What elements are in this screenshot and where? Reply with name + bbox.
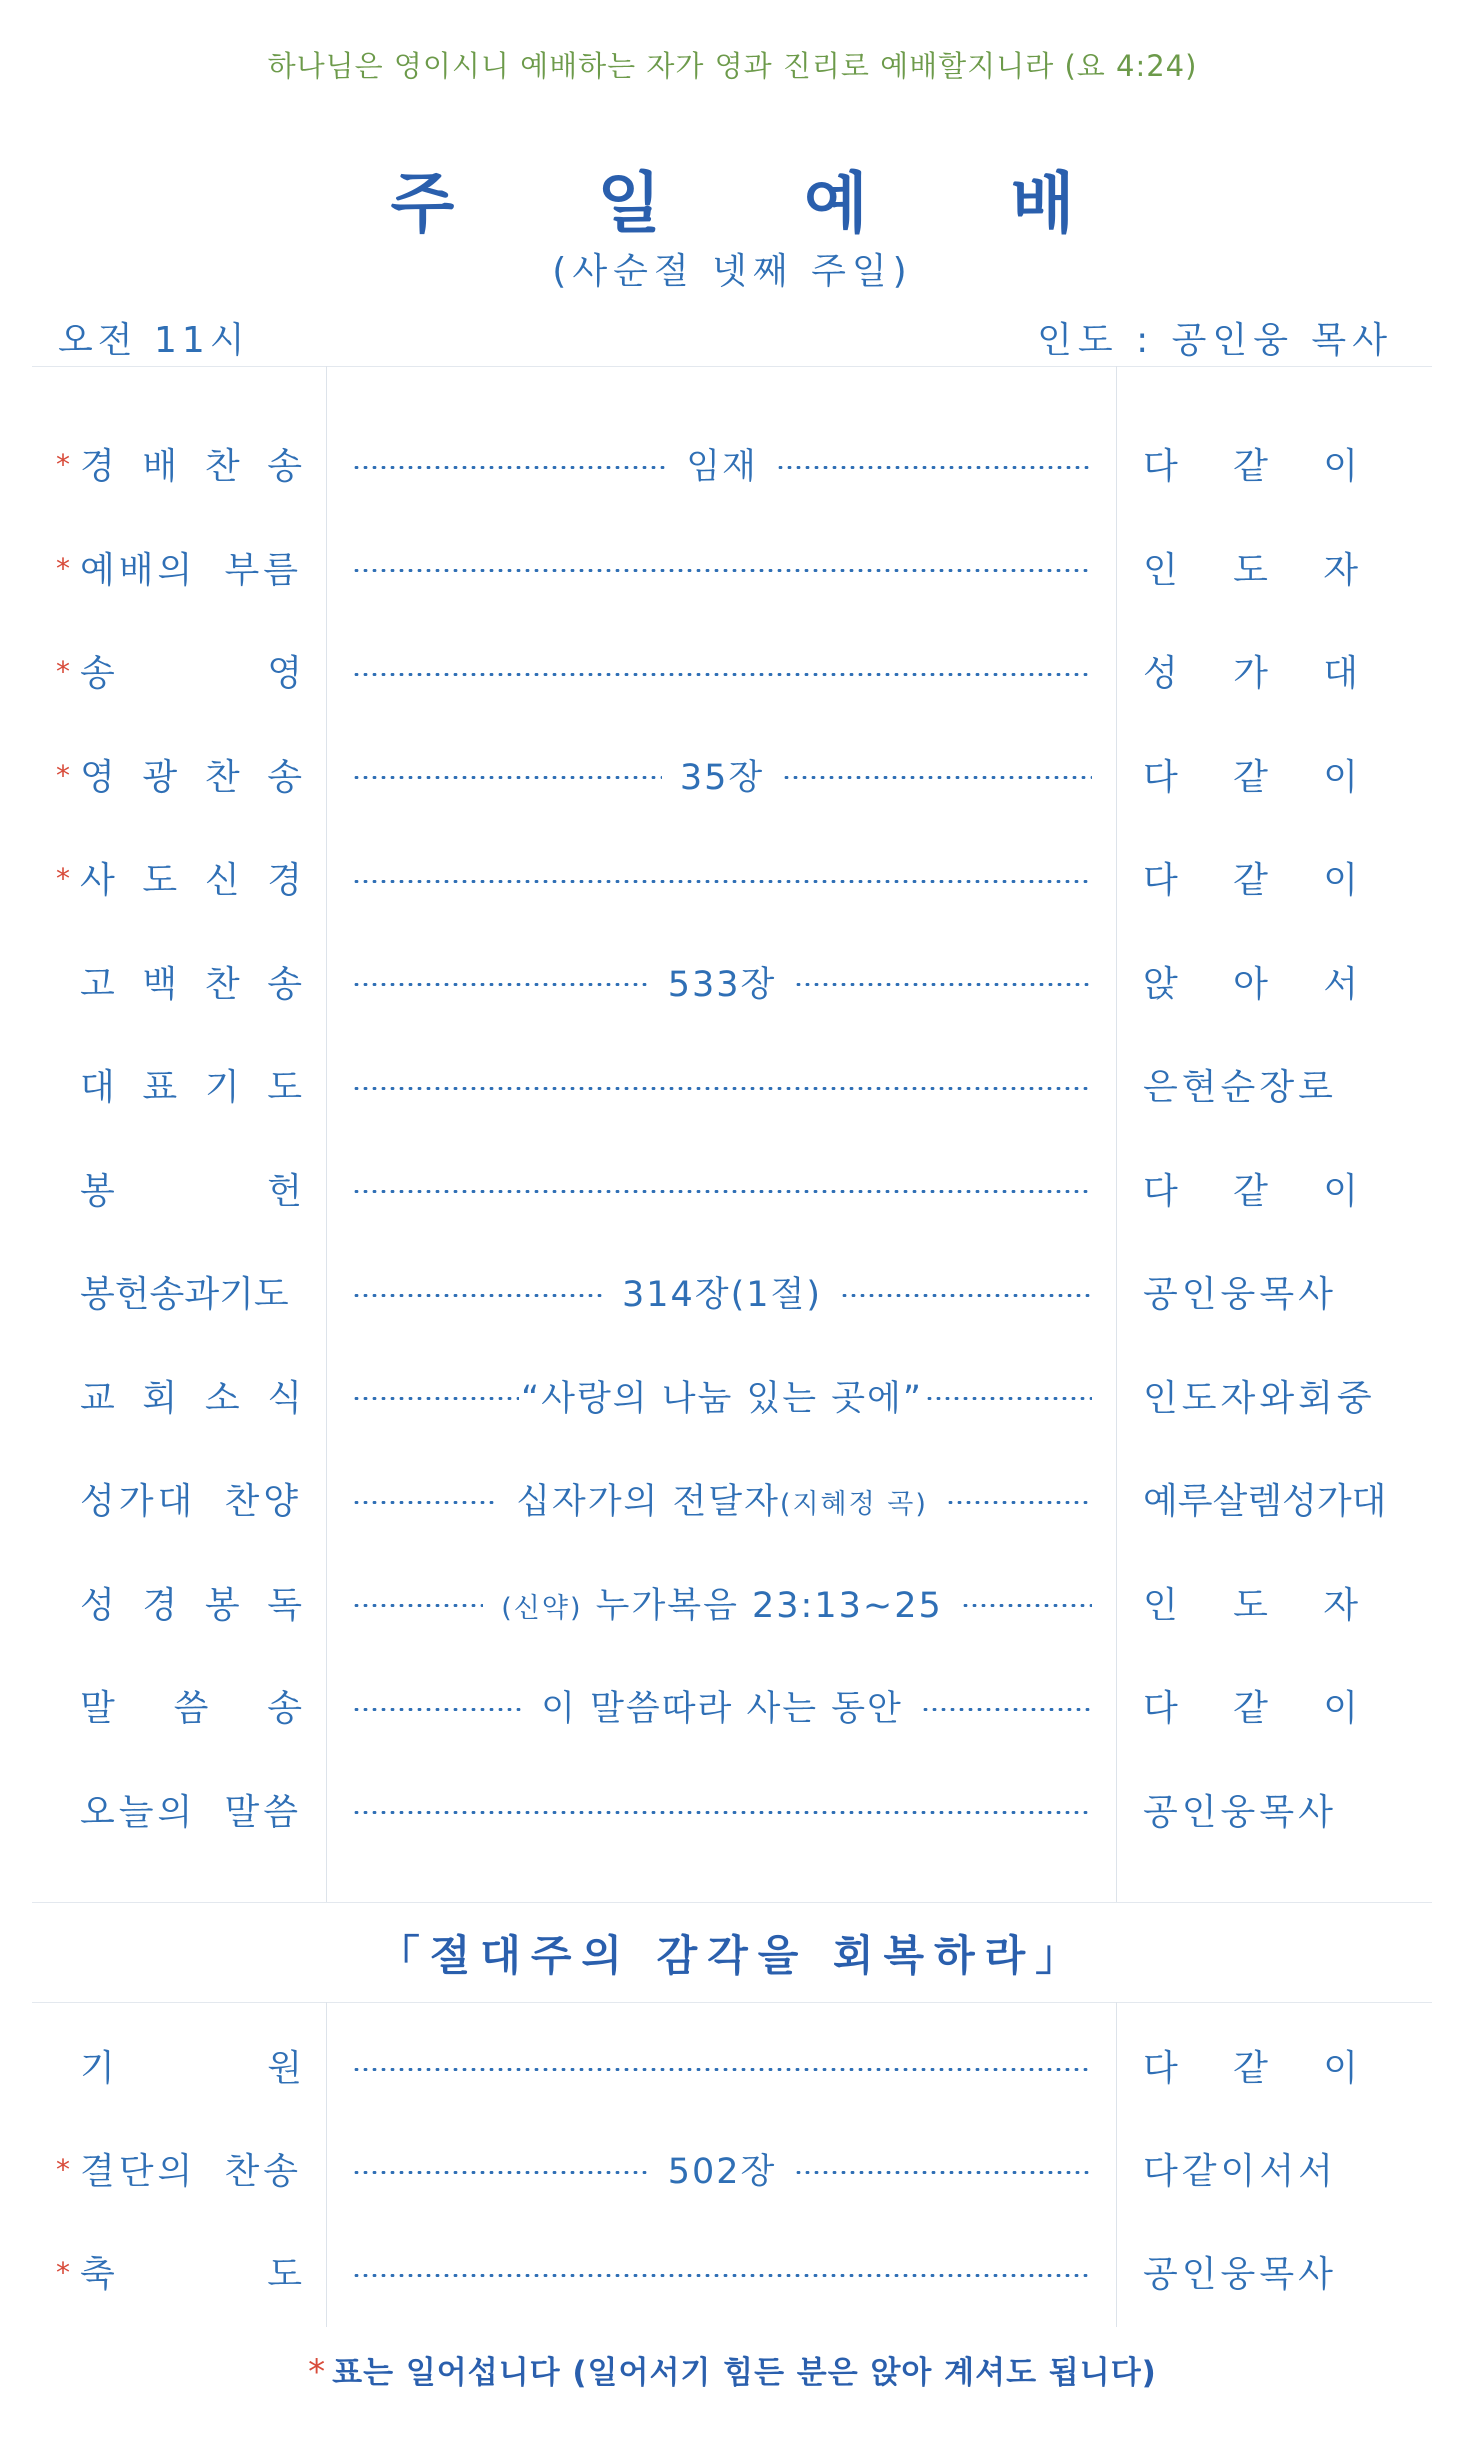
- stand-mark: *: [56, 551, 70, 585]
- order-row: [0, 645, 1465, 705]
- item-label: 성 경 봉 독: [80, 1584, 302, 1626]
- item-participant: 인 도 자: [1143, 549, 1358, 591]
- dot-fill: [794, 2171, 1092, 2174]
- item-participant: 다같이서서: [1143, 2151, 1337, 2192]
- closing-row: [0, 2040, 1465, 2100]
- item-detail-text: 314장(1절): [622, 1275, 823, 1315]
- sermon-title: 「절대주의 감각을 회복하라」: [377, 1931, 1088, 1980]
- dot-fill: [352, 776, 662, 779]
- item-participant: 은현순장로: [1143, 1067, 1337, 1108]
- item-participant: 다 같 이: [1143, 2048, 1358, 2089]
- item-label: 대 표 기 도: [80, 1067, 302, 1108]
- item-detail: [523, 1681, 921, 1731]
- dot-fill: [352, 2171, 650, 2174]
- dot-leader: [352, 1272, 1092, 1315]
- order-row: [0, 749, 1465, 809]
- item-label: 성가대 찬양: [80, 1481, 302, 1522]
- item-detail-text: 누가복음 23:13~25: [595, 1585, 943, 1626]
- item-label: 결단의 찬송: [80, 2151, 302, 2192]
- dot-leader: [352, 755, 1092, 798]
- item-participant: 다 같 이: [1143, 756, 1358, 798]
- dot-leader: [352, 1790, 1092, 1830]
- dot-fill: [352, 1604, 483, 1607]
- item-participant: 인도자와회중: [1143, 1377, 1376, 1419]
- stand-mark: *: [56, 448, 70, 481]
- dot-fill: [352, 1397, 519, 1400]
- dot-fill: [921, 1708, 1092, 1711]
- service-time: 오전 11시: [58, 320, 250, 361]
- item-label: 봉헌송과기도: [80, 1274, 289, 1315]
- dot-fill: [794, 983, 1092, 986]
- item-label: 오늘의 말씀: [80, 1791, 302, 1833]
- item-detail: [650, 2144, 795, 2194]
- item-detail-text: 임재: [686, 447, 758, 487]
- item-participant: 공인웅목사: [1143, 2254, 1337, 2295]
- item-detail-text: 35장: [679, 757, 765, 798]
- item-participant: 성 가 대: [1143, 653, 1358, 694]
- item-participant: 인 도 자: [1143, 1584, 1358, 1626]
- dot-fill: [840, 1294, 1092, 1297]
- stand-mark: *: [56, 655, 70, 688]
- dot-fill: [352, 1501, 498, 1504]
- page-subtitle: (사순절 넷째 주일): [552, 251, 913, 292]
- footer-text: 표는 일어섭니다 (일어서기 힘든 분은 앉아 계셔도 됩니다): [332, 2355, 1157, 2391]
- item-label: 경 배 찬 송: [80, 446, 302, 487]
- scripture-verse: 하나님은 영이시니 예배하는 자가 영과 진리로 예배할지니라 (요 4:24): [267, 49, 1198, 83]
- order-row: [0, 1577, 1465, 1637]
- item-label: 교 회 소 식: [80, 1377, 302, 1419]
- dot-fill: [352, 1294, 604, 1297]
- item-detail: [604, 1267, 840, 1317]
- item-detail: [483, 1578, 960, 1628]
- page-title: 주 일 예 배: [390, 165, 1135, 242]
- closing-row: [0, 2143, 1465, 2203]
- item-detail-text: 533장: [667, 964, 777, 1005]
- order-row: [0, 1266, 1465, 1326]
- item-participant: 다 같 이: [1143, 860, 1358, 901]
- closing-row: [0, 2246, 1465, 2306]
- item-label: 사 도 신 경: [80, 860, 302, 901]
- item-detail-note: (신약): [501, 1592, 583, 1624]
- dot-fill: [352, 673, 1092, 676]
- service-leader: 인도 : 공인웅 목사: [1037, 320, 1393, 361]
- dot-leader: [352, 548, 1092, 588]
- item-participant: 다 같 이: [1143, 1170, 1358, 1212]
- dot-leader: [352, 2046, 1092, 2086]
- item-label: 송 영: [80, 653, 302, 694]
- dot-fill: [352, 983, 650, 986]
- sermon-divider-top: [32, 1902, 1432, 1903]
- order-row: [0, 1163, 1465, 1223]
- item-label: 영 광 찬 송: [80, 756, 302, 798]
- dot-fill: [782, 776, 1092, 779]
- item-label: 예배의 부름: [80, 549, 302, 591]
- dot-fill: [352, 880, 1092, 883]
- order-row: [0, 1370, 1465, 1430]
- dot-leader: [352, 444, 1092, 487]
- item-detail-text: 이 말씀따라 사는 동안: [541, 1689, 903, 1729]
- dot-fill: [925, 1397, 1092, 1400]
- item-participant: 앉 아 서: [1143, 963, 1358, 1005]
- sermon-divider-bottom: [32, 2002, 1432, 2003]
- dot-fill: [352, 1087, 1092, 1090]
- item-detail: [662, 750, 782, 800]
- order-row: [0, 1059, 1465, 1119]
- item-participant: 다 같 이: [1143, 446, 1358, 487]
- footer-star-mark: *: [308, 2352, 327, 2392]
- stand-mark: *: [56, 2153, 70, 2186]
- item-detail-text: 502장: [667, 2152, 777, 2192]
- dot-fill: [946, 1501, 1092, 1504]
- item-detail: [668, 439, 776, 489]
- header-divider: [32, 366, 1432, 367]
- order-row: [0, 542, 1465, 602]
- order-row: [0, 956, 1465, 1016]
- item-participant: 공인웅목사: [1143, 1274, 1337, 1315]
- item-label: 말 씀 송: [80, 1688, 302, 1729]
- item-label: 고 백 찬 송: [80, 963, 302, 1005]
- dot-leader: [352, 1686, 1092, 1729]
- dot-fill: [352, 1190, 1092, 1193]
- item-detail-note: (지혜정 곡): [779, 1489, 928, 1520]
- dot-fill: [352, 466, 668, 469]
- stand-mark: *: [56, 2256, 70, 2289]
- dot-leader: [352, 1583, 1092, 1626]
- dot-fill: [961, 1604, 1092, 1607]
- order-row: [0, 1784, 1465, 1844]
- item-detail: [650, 957, 795, 1007]
- dot-leader: [352, 1065, 1092, 1105]
- item-detail: [519, 1371, 925, 1421]
- dot-fill: [352, 2068, 1092, 2071]
- dot-leader: [352, 2149, 1092, 2192]
- item-participant: 다 같 이: [1143, 1688, 1358, 1729]
- dot-fill: [776, 466, 1092, 469]
- dot-leader: [352, 858, 1092, 898]
- dot-leader: [352, 1479, 1092, 1522]
- order-row: [0, 1473, 1465, 1533]
- dot-fill: [352, 1811, 1092, 1814]
- dot-leader: [352, 1376, 1092, 1419]
- stand-mark: *: [56, 862, 70, 895]
- footer-note: [0, 2347, 1465, 2392]
- dot-fill: [352, 1708, 523, 1711]
- item-detail-text: 십자가의 전달자: [516, 1482, 780, 1522]
- order-row: [0, 438, 1465, 498]
- item-participant: 예루살렘성가대: [1143, 1481, 1387, 1522]
- stand-mark: *: [56, 758, 70, 792]
- item-detail: [498, 1474, 946, 1524]
- dot-leader: [352, 2252, 1092, 2292]
- order-row: [0, 852, 1465, 912]
- item-label: 축 도: [80, 2254, 302, 2295]
- item-label: 기 원: [80, 2048, 302, 2089]
- item-participant: 공인웅목사: [1143, 1791, 1337, 1833]
- dot-leader: [352, 1169, 1092, 1209]
- dot-fill: [352, 569, 1092, 572]
- dot-leader: [352, 651, 1092, 691]
- order-row: [0, 1680, 1465, 1740]
- dot-leader: [352, 962, 1092, 1005]
- item-detail-text: “사랑의 나눔 있는 곳에”: [521, 1378, 923, 1419]
- dot-fill: [352, 2274, 1092, 2277]
- item-label: 봉 헌: [80, 1170, 302, 1212]
